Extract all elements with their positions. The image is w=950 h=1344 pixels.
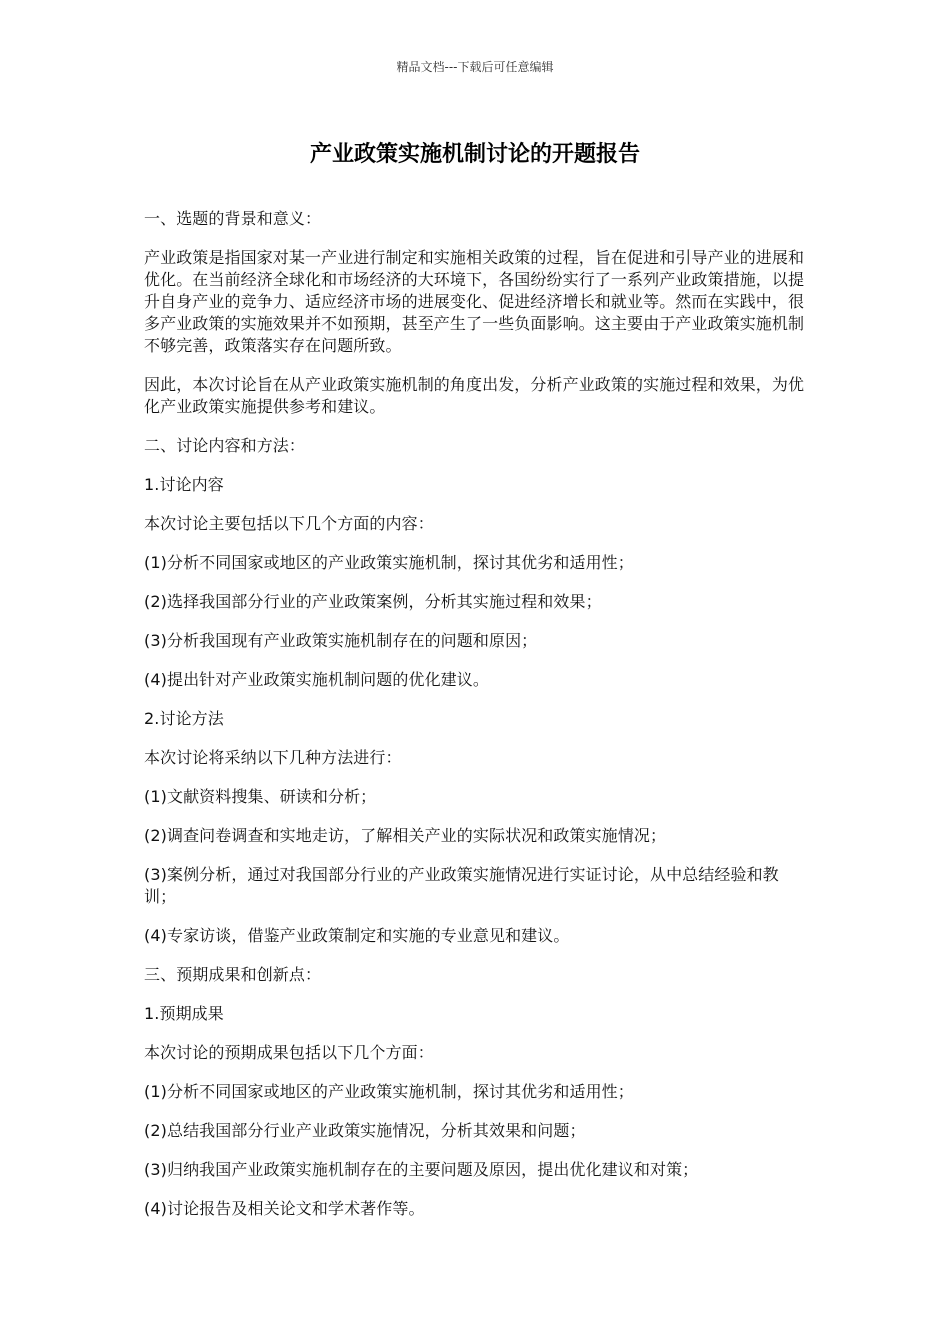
section-heading-content-methods: 二、讨论内容和方法： — [144, 436, 306, 455]
list-item: (4)专家访谈，借鉴产业政策制定和实施的专业意见和建议。 — [144, 926, 570, 945]
list-item: (4)提出针对产业政策实施机制问题的优化建议。 — [144, 670, 489, 689]
paragraph-content-intro: 本次讨论主要包括以下几个方面的内容： — [144, 514, 434, 533]
list-item: (2)总结我国部分行业产业政策实施情况，分析其效果和问题； — [144, 1121, 586, 1140]
list-item: (4)讨论报告及相关论文和学术著作等。 — [144, 1199, 425, 1218]
document-body — [144, 208, 806, 1237]
subheading-content: 1.讨论内容 — [144, 475, 224, 494]
subheading-outcomes: 1.预期成果 — [144, 1004, 224, 1023]
list-item: (1)分析不同国家或地区的产业政策实施机制，探讨其优劣和适用性； — [144, 1082, 634, 1101]
section-heading-background: 一、选题的背景和意义： — [144, 209, 322, 228]
subheading-methods: 2.讨论方法 — [144, 709, 224, 728]
list-item: (1)分析不同国家或地区的产业政策实施机制，探讨其优劣和适用性； — [144, 553, 634, 572]
paragraph-background: 产业政策是指国家对某一产业进行制定和实施相关政策的过程，旨在促进和引导产业的进展和优化。在当前经济全球化和市场经济的大环境下，各国纷纷实行了一系列产业政策措施，以提升自身产业的竞争力、适应经济市场的进展变化、促进经济增长和就业等。然而在实践中，很多产业政策的实施效果并不如预期，甚至产生了一些负面影响。这主要由于产业政策实施机制不够完善，政策落实存在问题所致。 — [144, 248, 805, 355]
document-title: 产业政策实施机制讨论的开题报告 — [309, 142, 640, 167]
list-item: (3)分析我国现有产业政策实施机制存在的问题和原因； — [144, 631, 538, 650]
list-item: (1)文献资料搜集、研读和分析； — [144, 787, 377, 806]
list-item: (3)案例分析，通过对我国部分行业的产业政策实施情况进行实证讨论，从中总结经验和教训； — [144, 865, 779, 906]
paragraph-outcomes-intro: 本次讨论的预期成果包括以下几个方面： — [144, 1043, 434, 1062]
section-heading-outcomes: 三、预期成果和创新点： — [144, 965, 322, 984]
header-note: 精品文档---下载后可任意编辑 — [396, 60, 554, 74]
paragraph-methods-intro: 本次讨论将采纳以下几种方法进行： — [144, 748, 402, 767]
list-item: (2)选择我国部分行业的产业政策案例，分析其实施过程和效果； — [144, 592, 602, 611]
list-item: (3)归纳我国产业政策实施机制存在的主要问题及原因，提出优化建议和对策； — [144, 1160, 699, 1179]
paragraph-purpose: 因此，本次讨论旨在从产业政策实施机制的角度出发，分析产业政策的实施过程和效果，为优化产业政策实施提供参考和建议。 — [144, 375, 805, 416]
list-item: (2)调查问卷调查和实地走访，了解相关产业的实际状况和政策实施情况； — [144, 826, 667, 845]
